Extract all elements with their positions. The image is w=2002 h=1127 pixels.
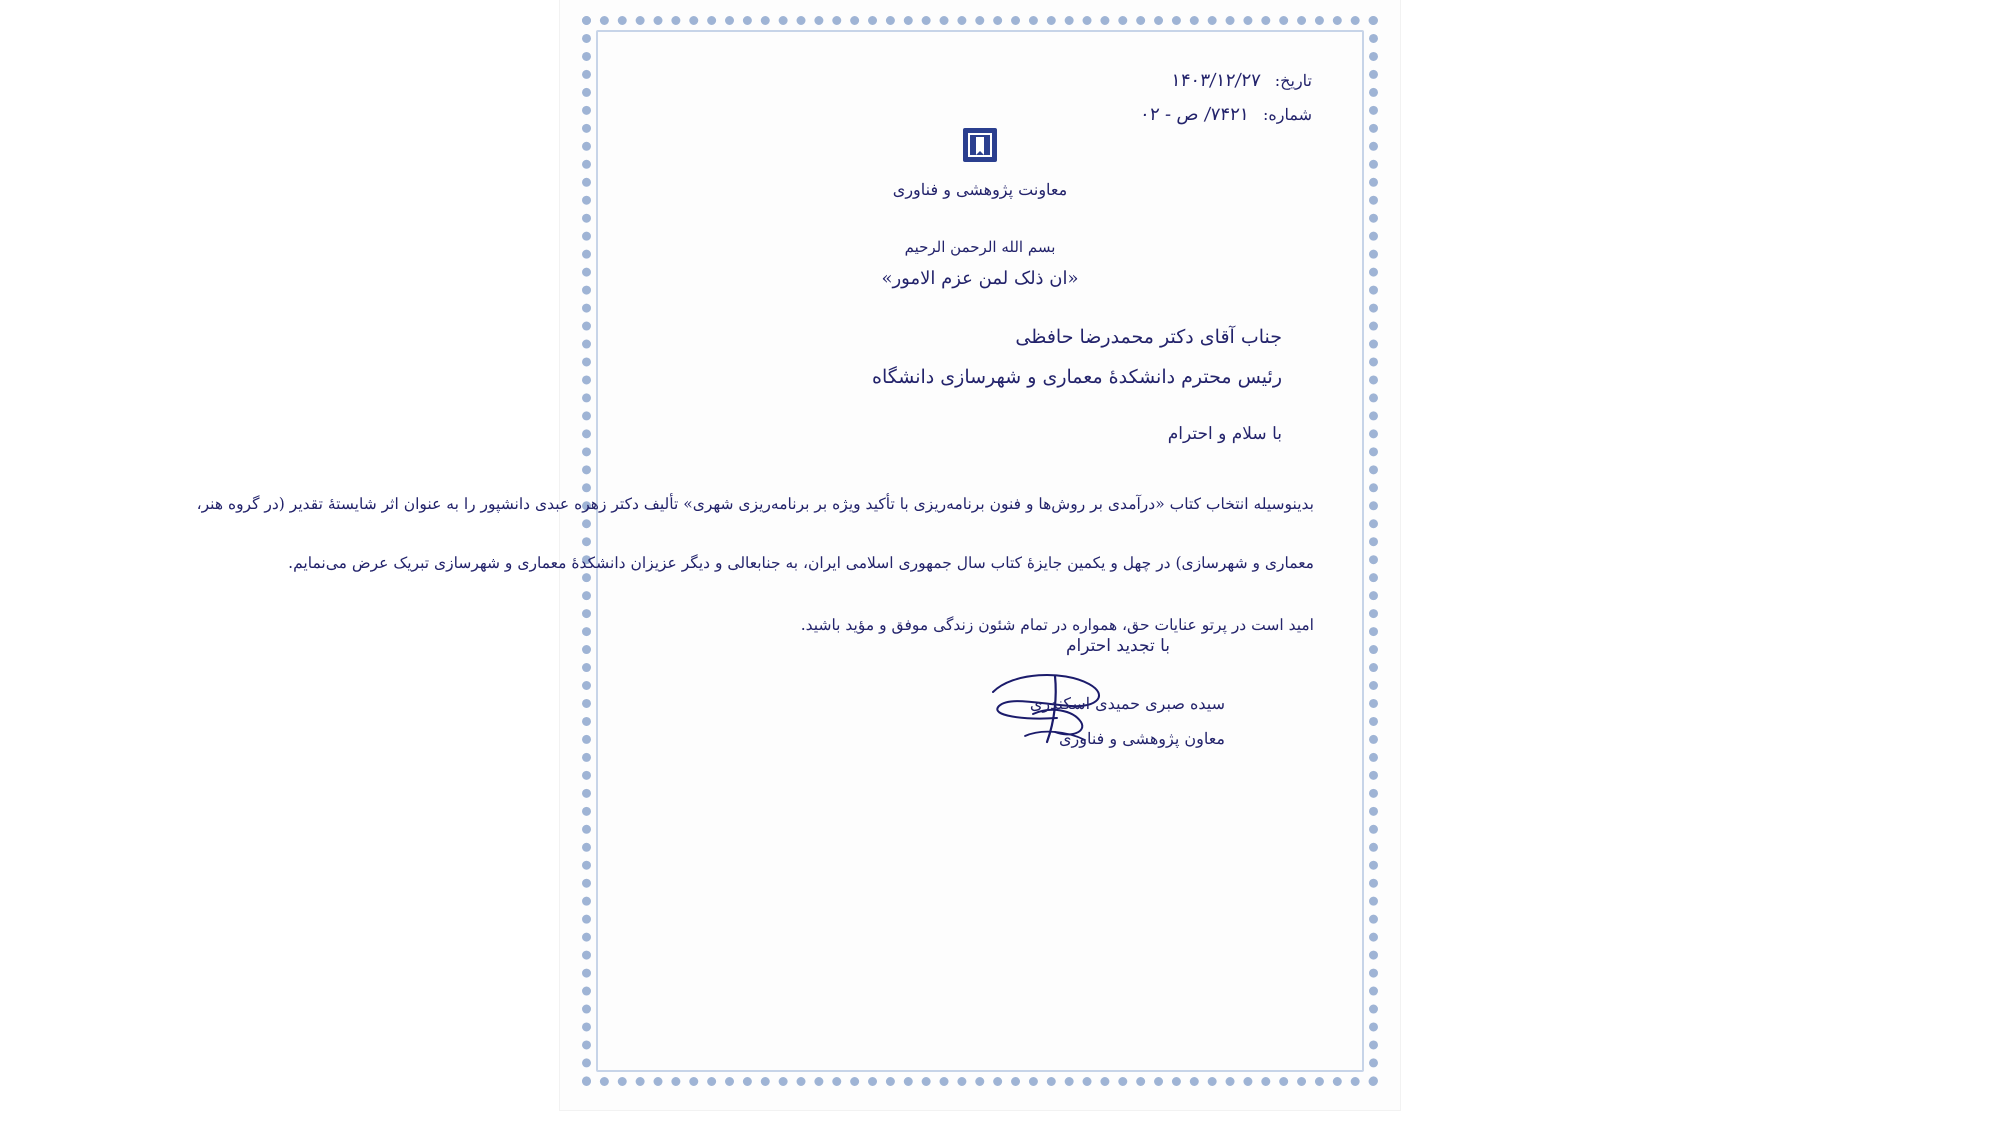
bismillah-line: بسم الله الرحمن الرحیم xyxy=(904,238,1056,256)
bismillah-block xyxy=(560,238,1400,289)
date-value: ۱۴۰۳/۱۲/۲۷ xyxy=(1170,70,1262,91)
university-crest-icon xyxy=(963,128,997,162)
signer-role: معاون پژوهشی و فناوری xyxy=(1058,729,1225,749)
addressee-title: رئیس محترم دانشکدهٔ معماری و شهرسازی دانشگاه xyxy=(872,365,1282,388)
letterhead xyxy=(560,128,1400,199)
date-label: تاریخ: xyxy=(1274,71,1312,90)
salutation: با سلام و احترام xyxy=(1167,424,1282,444)
signer-name: سیده صبری حمیدی اسکندری xyxy=(1029,694,1225,713)
letter-page xyxy=(196,0,1400,1110)
letter-body xyxy=(196,488,1314,668)
number-value: ۷۴۲۱/ ص - ۰۲ xyxy=(1138,104,1251,126)
body-paragraph-2: معماری و شهرسازی) در چهل و یکمین جایزهٔ کتاب سال جمهوری اسلامی ایران، به جنابعالی و دیگر عزیزان دانشکدهٔ معماری و شهرسازی تبریک عرض می‌نمایم. xyxy=(288,553,1314,572)
signer-block xyxy=(1030,686,1225,756)
number-label: شماره: xyxy=(1262,105,1312,125)
letter-meta xyxy=(1140,64,1312,132)
addressee-block xyxy=(872,318,1282,398)
body-paragraph-3: امید است در پرتو عنایات حق، همواره در تمام شئون زندگی موفق و مؤید باشید. xyxy=(800,616,1314,635)
letter-date-row xyxy=(1140,64,1312,98)
addressee-name: جناب آقای دکتر محمدرضا حافظی xyxy=(1015,326,1282,348)
quran-quote: «ان ذلک لمن عزم الامور» xyxy=(881,268,1079,289)
closing-phrase: با تجدید احترام xyxy=(1066,636,1170,656)
body-paragraph-1: بدینوسیله انتخاب کتاب «درآمدی بر روش‌ها و فنون برنامه‌ریزی با تأکید ویژه بر برنامه‌ریزی شهری» تألیف دکتر زهره عبدی دانشپور را به عنوان اثر شایستهٔ تقدیر (در گروه هنر، xyxy=(196,495,1314,513)
letterhead-unit: معاونت پژوهشی و فناوری xyxy=(892,180,1068,199)
